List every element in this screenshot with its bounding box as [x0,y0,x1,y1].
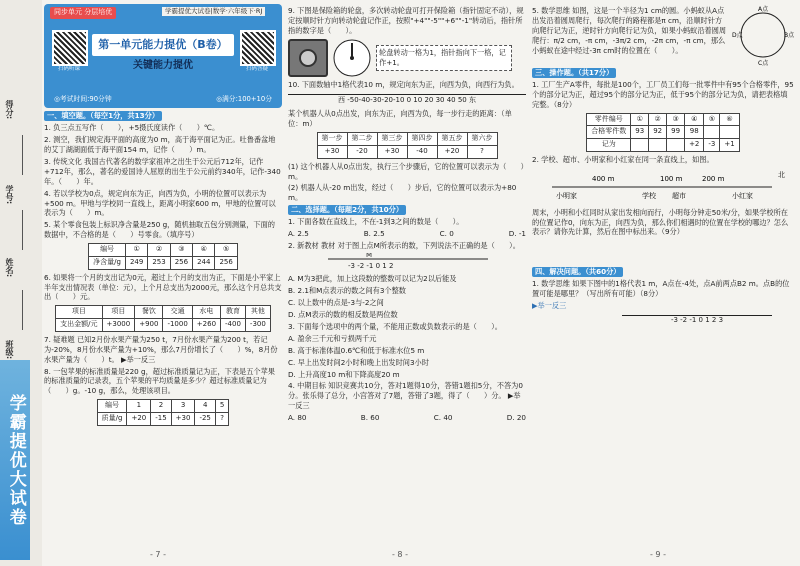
svg-text:400 m: 400 m [592,174,615,183]
svg-text:M: M [366,253,373,260]
option[interactable]: B. 2.5 [363,229,385,239]
qr-code-icon[interactable] [240,30,276,66]
question: 1. 下面各数在直线上，不在-1到3之间的数是（ ）。 [288,217,464,227]
option[interactable]: A. M为3把此，加上这段数的整数可以记为2以后能及 [288,274,457,284]
book-title: 学霸提优大试卷|数学·六年级下·RJ [162,7,265,16]
option[interactable]: C. 40 [433,413,453,423]
score-label: 得分: [5,100,15,120]
qr-caption: 扫码答疑 [245,66,268,72]
class-label: 班级: [5,340,15,360]
route-diagram [532,167,794,203]
page-number: - 9 - [650,549,666,559]
question: 2. 学校、超市、小明家和小红家在同一条直线上，如图。 [532,154,714,164]
qr-code-icon[interactable] [52,30,88,66]
svg-text:北: 北 [778,170,785,179]
question: 6. 如果将一个月的支出记为0元，超过上个月的支出为正，下面是小平家上半年支出情况表（单位：元），上个月总支出为2000元，那么这个月总共支出（ ）元。 [44,272,282,302]
section-heading: 四、解决问题。（共60分） [532,267,623,277]
page-number: - 7 - [150,549,166,559]
svg-text:超市: 超市 [672,191,686,200]
page-8 [288,4,526,424]
option[interactable]: C. 以上数中的点是-3与-2之间 [288,297,384,307]
dial-icon [332,38,372,78]
question: (2) 机器人从-20 m出发，经过（ ）步后，它的位置可以表示为+80 m。 [288,183,517,203]
option[interactable]: B. 高于标准体温0.6℃和低于标准水位5 m [288,345,425,355]
option[interactable]: B. 60 [360,413,380,423]
data-table: 编号 ① ② ③ ④ ⑤ 净含量/g 249 253 256 244 256 [88,243,238,269]
question: 5. 某个零食包装上标识净含量是250 g，随机抽取五包分别测量，下面的数据中，不合格的是（ ）号零食。（填序号） [44,220,275,240]
divider [22,290,23,330]
option[interactable]: A. 2.5 [288,229,309,239]
svg-text:A点: A点 [758,6,769,13]
option[interactable]: C. 早上出发时间2小时和晚上出发时间3小时 [288,357,429,367]
option[interactable]: A. 盈余三千元和亏损两千元 [288,333,377,343]
page-title: 第一单元能力提优（B卷） [92,34,234,56]
question: 4. 中期目标 知识竞赛共10分，答对1题得10分，答错1题扣5分，不答为0分。张乐得了总分，小宫答对了7题，答错了3题，得了（ ）分。 ▶举一反三 [288,381,523,411]
data-table: 项目 项目 餐饮 交通 水电 教育 其他 支出金额/元 +3000 +900 -1000 +260 -400 -300 [55,305,271,331]
note-box: 轮盘转动一格为1，指针指向下一格，记作+1。 [376,45,512,71]
data-table: 第一步 第二步 第三步 第四步 第五步 第六步 +30 -20 +30 -40 +20 ? [317,132,498,158]
page-number: - 8 - [392,549,408,559]
question: 某个机器人从0点出发，向东为正，向西为负，每一步行走的距离：（单位：m） [288,109,512,129]
name-label: 姓名: [5,258,15,278]
practice-link[interactable]: ▶举一反三 [532,301,567,311]
data-table: 编号 1 2 3 4 5 质量/g +20 -15 +30 -25 ? [97,399,230,425]
svg-text:小明家: 小明家 [556,191,577,200]
question: 2. 新教材 教材 对于图上点M所表示的数，下列说法不正确的是（ ）。 [288,241,520,251]
safe-icon [288,39,328,77]
question: 5. 数学思维 如图，这是一个半径为1 cm的圆。小蚂蚁从A点出发沿着圆周爬行，每次爬行的路程都是π cm，沿顺时针方向爬行记为正，逆时针方向爬行记为负，如果小蚂蚁沿着圆周爬行：π/2 cm，-π cm，-3π/2 cm，-2π cm，-π cm，那么小蚂蚁在途中经过-3π cm时的位置在（ ）。 [532,6,727,55]
question: (1) 这个机器人从0点出发，执行三个步骤后，它的位置可以表示为（ ）m。 [288,161,525,181]
question: 3. 下面每个选项中的两个量，不能用正数或负数表示的是（ ）。 [288,321,502,331]
exam-score: ◎满分:100+10分 [216,94,272,103]
svg-text:小红家: 小红家 [732,191,753,200]
question: 4. 若以学校为0点，规定向东为正，向西为负，小明的位置可以表示为+500 m。甲地与学校同一直线上，距离小明家600 m，甲地的位置可以表示为（ ）m。 [44,188,276,218]
circle-diagram [732,4,794,66]
question: 周末，小明和小红同时从家出发相向而行，小明每分钟走50米/分，如果学校所在的位置记作0，向东为正，向西为负，那么你们相遇时的位置在学校的哪边？怎么表示？请你先计算，然后在图中标出来。（9分） [532,207,789,237]
divider [22,210,23,250]
data-table: 零件编号 ① ② ③ ④ ⑤ ⑥ 合格零件数 93 92 99 98 记为 +2 -3 +1 [586,113,739,152]
unit-header [44,4,282,108]
qr-caption: 扫码听课 [57,66,80,72]
section-heading: 三、操作题。（共17分） [532,68,616,78]
question: 1. 工厂生产A零件，每批是100个，工厂员工们每一批零件中有95个合格零件，95个的部分记为正，超过95个的部分记为正，低于95个的部分记为负，请把表格填完整。（8分） [532,79,794,109]
option[interactable]: B. 2.1和M点表示的数之间有3个整数 [288,285,406,295]
page-7 [44,4,282,429]
number-line: 西 -50-40-30-20-10 0 10 20 30 40 50 东 [288,94,526,106]
question: 7. 疑难题 已知2月份水果产量为250 t，7月份水果产量为200 t，若记为-20%，8月份水果产量为+10%，那么7月份增长了（ ）%，8月份水果产量为（ ）t。 ▶举一反三 [44,334,278,364]
option[interactable]: D. -1 [508,229,526,239]
question: 1. 负三点五写作（ ），+5摄氏度读作（ ）℃。 [44,122,220,132]
svg-text:200 m: 200 m [702,174,725,183]
svg-text:-3 -2 -1 0 1 2: -3 -2 -1 0 1 2 [348,262,394,270]
page-9 [532,4,794,326]
number-line: -3 -2 -1 0 1 2 3 [622,315,772,326]
exam-time: ◎考试时间:90分钟 [54,94,112,103]
question: 8. 一包苹果的标准质量是220 g，超过标准质量记为正，下表是五个苹果的标准质量的记录表，五个苹果的平均质量是多少？超过标准质量记为（ ）g。-10 g，那么，处理该项目。 [44,366,275,396]
section-heading: 二、选择题。（每题2分，共10分） [288,205,406,215]
divider [22,135,23,175]
svg-text:D点: D点 [732,32,743,39]
question: 1. 数学思维 如果下图中的1格代表1 m，A点在-4处，点A前两点B2 m。点B的位置可能是哪里？（写出所有可能）（8分） [532,279,790,299]
option[interactable]: C. 0 [439,229,454,239]
series-tag: 同步单元 分层培优 [50,7,116,19]
id-label: 学号: [5,185,15,205]
brand-banner: 学霸提优大试卷 [0,360,30,560]
option[interactable]: D. 20 [506,413,526,423]
question: 10. 下面数轴中1格代表10 m，规定向东为正，向西为负，向西行为负。 [288,79,519,89]
option[interactable]: D. 上升高度10 m和下降高度20 m [288,369,400,379]
svg-text:学校: 学校 [642,191,656,200]
section-heading: 一、填空题。（每空1分，共13分） [44,111,162,121]
question: 2. 测空，我们规定海平面的高度为0 m，高于海平面记为正。吐鲁番盆地的艾丁湖湖面低于海平面154 m，记作（ ）m。 [44,134,276,154]
svg-text:C点: C点 [758,60,769,66]
svg-text:B点: B点 [784,32,794,39]
page-subtitle: 关键能力提优 [133,60,193,71]
option[interactable]: A. 80 [288,413,307,423]
question: 3. 传统文化 我国古代著名的数学家祖冲之出生于公元后712年，记作+712年，那么，著名的爱国诗人屈原的出生于公元前约340年，记作-340年。（ ）年。 [44,156,281,186]
side-strip [0,0,42,566]
exam-meta [54,95,272,104]
question: 9. 下图是保险箱的轮盘，多次转动轮盘可打开保险箱（指针固定不动），规定按顺时针方向转动轮盘记作正，按照"+4""-5""+6""-1"转动后，指针所指的数字是（ ）。 [288,6,524,35]
option[interactable]: D. 点M表示的数的相反数是两位数 [288,309,398,319]
svg-text:100 m: 100 m [660,174,683,183]
number-line [288,253,526,269]
